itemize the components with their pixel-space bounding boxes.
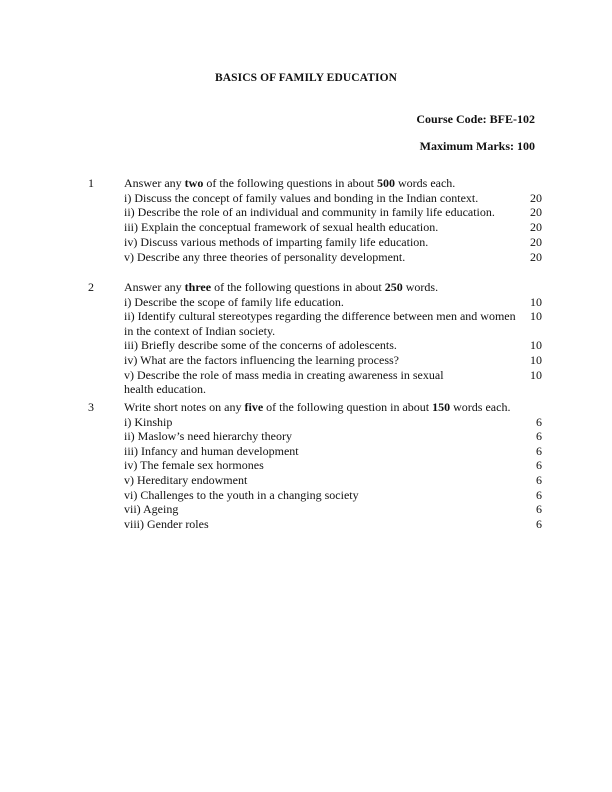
question-number: 2	[88, 280, 94, 294]
question-instruction: Write short notes on any five of the following question in about 150 words each.	[124, 400, 511, 414]
sub-question: i) Kinship 6	[124, 414, 542, 429]
sub-question: i) Discuss the concept of family values and bonding in the Indian context. 20	[124, 190, 542, 205]
sub-question: ii) Identify cultural stereotypes regarding the difference between men and women in the context of Indian society. 10	[124, 309, 542, 338]
sub-question: iv) The female sex hormones 6	[124, 458, 542, 473]
marks-value: 6	[536, 516, 542, 531]
question-body	[124, 176, 542, 265]
sub-question: v) Describe the role of mass media in creating awareness in sexual health education. 10	[124, 367, 542, 397]
question-body	[124, 280, 542, 397]
question-instruction: Answer any two of the following questions in about 500 words each.	[124, 176, 456, 190]
marks-value: 6	[536, 458, 542, 473]
sub-question: v) Hereditary endowment 6	[124, 472, 542, 487]
marks-value: 20	[530, 205, 542, 220]
page-title: BASICS OF FAMILY EDUCATION	[214, 72, 398, 84]
marks-value: 20	[530, 235, 542, 250]
question-number: 3	[88, 400, 94, 414]
marks-value: 20	[530, 219, 542, 234]
marks-value: 10	[530, 352, 542, 367]
sub-question: iv) Discuss various methods of imparting family life education. 20	[124, 235, 542, 250]
sub-question: i) Describe the scope of family life education. 10	[124, 294, 542, 309]
marks-value: 20	[530, 190, 542, 205]
question-instruction: Answer any three of the following questions in about 250 words.	[124, 280, 439, 294]
marks-value: 10	[530, 367, 542, 382]
sub-question: iii) Explain the conceptual framework of sexual health education. 20	[124, 219, 542, 234]
sub-question: iii) Infancy and human development 6	[124, 443, 542, 458]
marks-value: 10	[530, 309, 542, 324]
sub-question: ii) Describe the role of an individual and community in family life education. 20	[124, 205, 542, 220]
marks-value: 6	[536, 414, 542, 429]
sub-question: ii) Maslow’s need hierarchy theory 6	[124, 429, 542, 444]
sub-question: vii) Ageing 6	[124, 502, 542, 517]
marks-value: 6	[536, 487, 542, 502]
sub-question: iv) What are the factors influencing the learning process? 10	[124, 352, 542, 367]
sub-question: vi) Challenges to the youth in a changing society 6	[124, 487, 542, 502]
sub-question: v) Describe any three theories of personality development. 20	[124, 249, 542, 264]
marks-value: 6	[536, 429, 542, 444]
marks-value: 10	[530, 338, 542, 353]
course-code: Course Code: BFE-102	[416, 112, 535, 126]
maximum-marks: Maximum Marks: 100	[419, 139, 535, 153]
sub-question: viii) Gender roles 6	[124, 516, 542, 531]
marks-value: 6	[536, 443, 542, 458]
marks-value: 20	[530, 249, 542, 264]
question-number: 1	[88, 176, 94, 190]
marks-value: 10	[530, 294, 542, 309]
sub-question: iii) Briefly describe some of the concerns of adolescents. 10	[124, 338, 542, 353]
marks-value: 6	[536, 472, 542, 487]
marks-value: 6	[536, 502, 542, 517]
question-body	[124, 400, 542, 531]
